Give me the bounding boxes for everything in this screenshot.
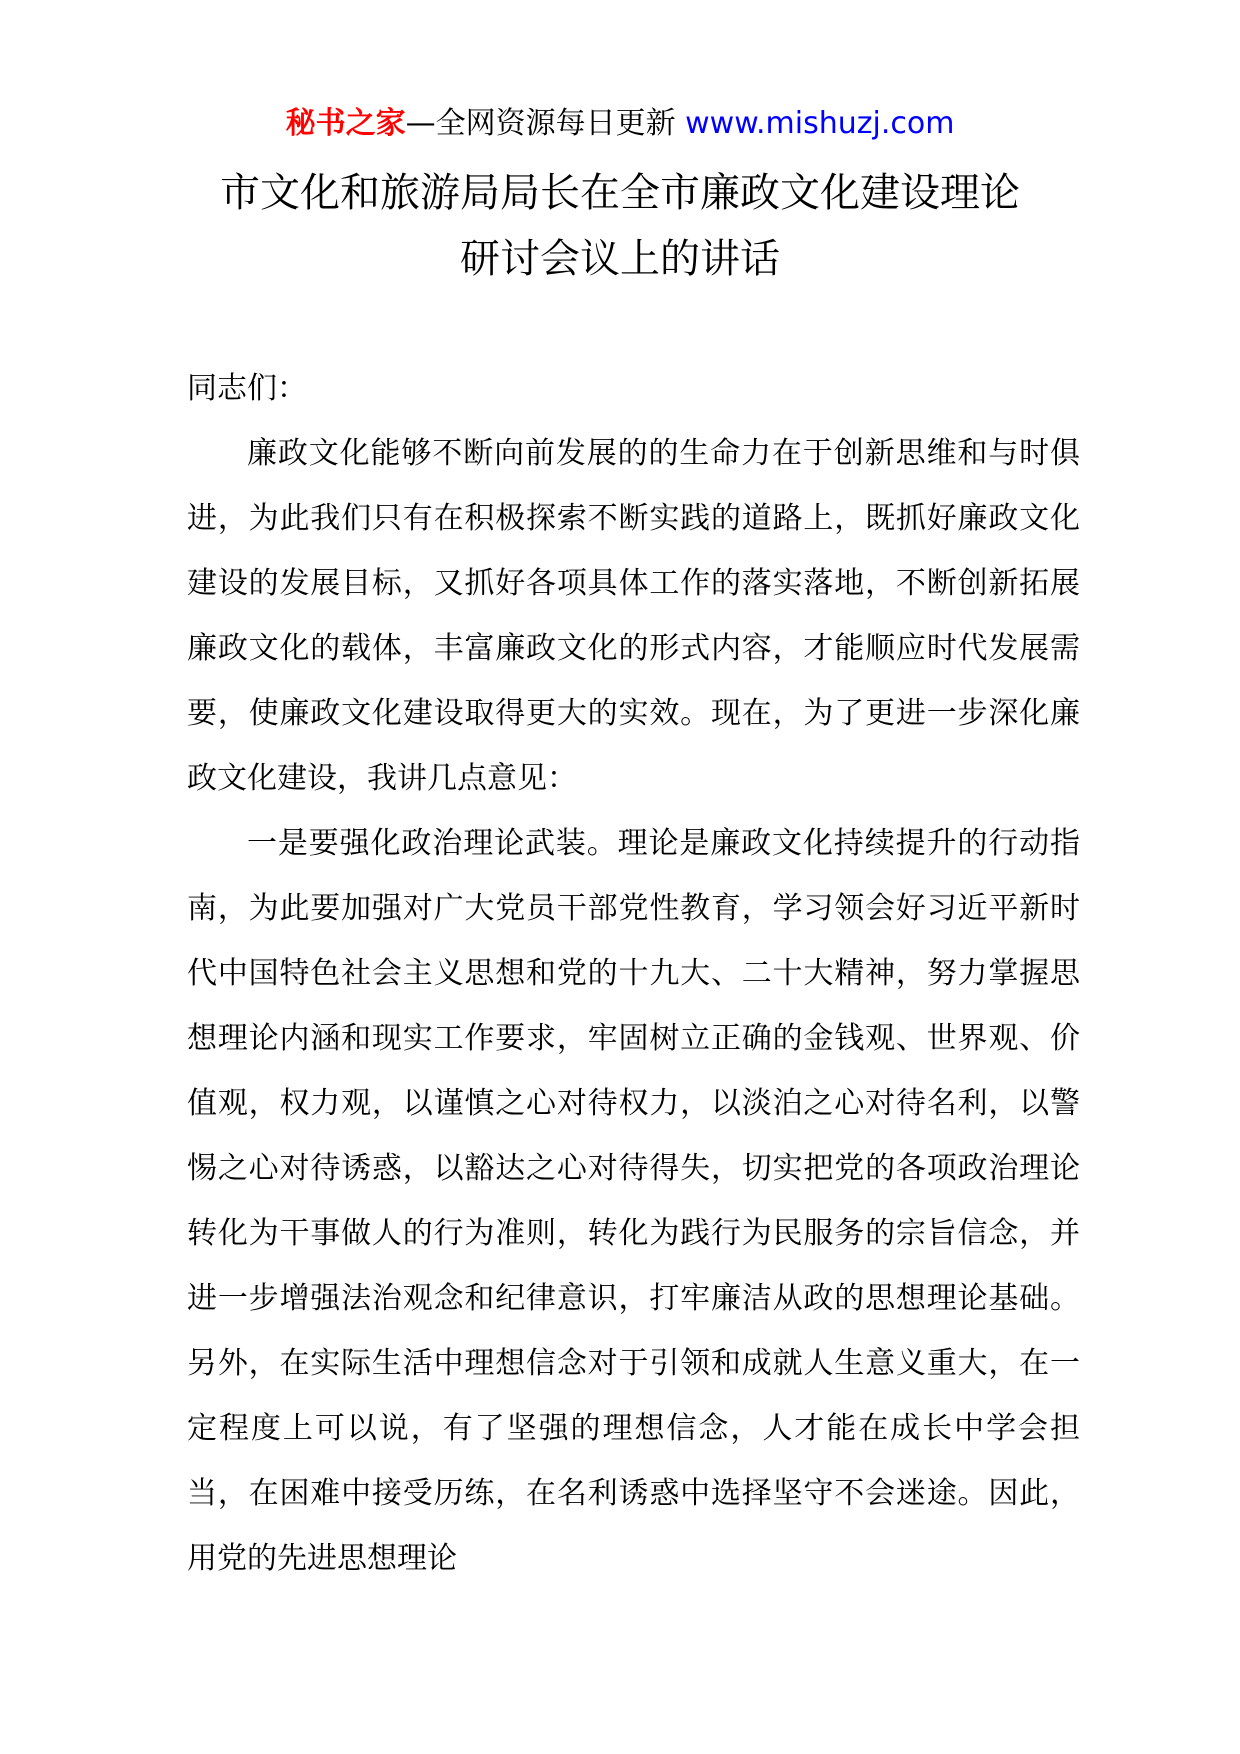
site-name: 秘书之家 <box>285 106 406 141</box>
site-header <box>0 102 1240 146</box>
document-body <box>187 356 1080 1591</box>
paragraph-point-1: 一是要强化政治理论武装。理论是廉政文化持续提升的行动指南，为此要加强对广大党员干部党性教育，学习领会好习近平新时代中国特色社会主义思想和党的十九大、二十大精神，努力掌握思想理论内涵和现实工作要求，牢固树立正确的金钱观、世界观、价值观，权力观，以谨慎之心对待权力，以淡泊之心对待名利，以警惕之心对待诱惑，以豁达之心对待得失，切实把党的各项政治理论转化为干事做人的行为准则，转化为践行为民服务的宗旨信念，并进一步增强法治观念和纪律意识，打牢廉洁从政的思想理论基础。另外，在实际生活中理想信念对于引领和成就人生意义重大，在一定程度上可以说，有了坚强的理想信念，人才能在成长中学会担当，在困难中接受历练，在名利诱惑中选择坚守不会迷途。因此，用党的先进思想理论 <box>187 826 1080 1576</box>
site-url-link[interactable]: www.mishuzj.com <box>685 106 955 141</box>
paragraph-intro: 廉政文化能够不断向前发展的的生命力在于创新思维和与时俱进，为此我们只有在积极探索不断实践的道路上，既抓好廉政文化建设的发展目标，又抓好各项具体工作的落实落地，不断创新拓展廉政文化的载体，丰富廉政文化的形式内容，才能顺应时代发展需要，使廉政文化建设取得更大的实效。现在，为了更进一步深化廉政文化建设，我讲几点意见： <box>187 436 1080 796</box>
title-line-2: 研讨会议上的讲话 <box>460 236 780 282</box>
title-line-1: 市文化和旅游局局长在全市廉政文化建设理论 <box>220 170 1020 216</box>
greeting: 同志们： <box>187 371 307 406</box>
document-title <box>140 160 1100 292</box>
site-slogan: —全网资源每日更新 <box>405 106 686 141</box>
